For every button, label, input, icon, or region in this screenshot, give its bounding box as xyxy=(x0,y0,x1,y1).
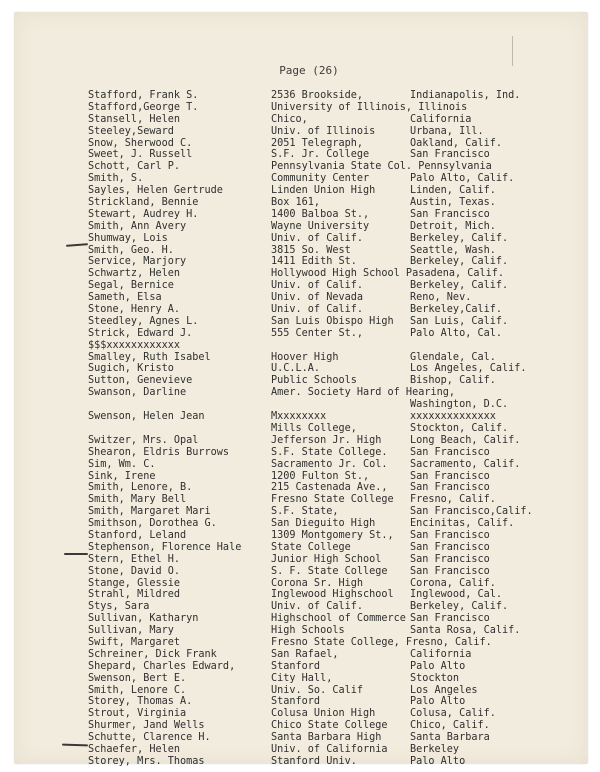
entry-city: Colusa, Calif. xyxy=(410,708,496,720)
entry-address: Inglewood Highschool xyxy=(271,589,394,601)
list-item xyxy=(0,578,600,590)
list-item xyxy=(0,233,600,245)
entry-address: Fresno State College, Fresno, Calif. xyxy=(271,636,492,648)
list-item xyxy=(0,530,600,542)
list-item xyxy=(0,708,600,720)
entry-name: $$$xxxxxxxxxxxx xyxy=(88,339,181,351)
entry-name: Sullivan, Katharyn xyxy=(88,613,199,625)
entry-name: Stange, Glessie xyxy=(88,577,181,589)
entry-name: Smithson, Dorothea G. xyxy=(88,518,217,530)
entry-address: 1309 Montgomery St., xyxy=(271,529,394,541)
entry-city: Austin, Texas. xyxy=(410,197,496,209)
entry-address: City Hall, xyxy=(271,672,333,684)
entry-city: Stockton, Calif. xyxy=(410,422,509,434)
entry-address: Highschool of Commerce xyxy=(271,613,406,625)
entry-address: Corona Sr. High xyxy=(271,577,364,589)
entry-address: 2051 Telegraph, xyxy=(271,137,364,149)
list-item xyxy=(0,399,600,411)
entry-city: Reno, Nev. xyxy=(410,292,472,304)
entry-address: Univ. of California xyxy=(271,743,388,755)
entry-address: 2536 Brookside, xyxy=(271,90,364,101)
entry-name: Swenson, Bert E. xyxy=(88,672,187,684)
page-number: Page (26) xyxy=(279,64,339,77)
entry-name: Schreiner, Dick Frank xyxy=(88,648,217,660)
entry-city: Palo Alto, Calif. xyxy=(410,173,515,185)
entry-name: Sugich, Kristo xyxy=(88,363,174,375)
list-item xyxy=(0,411,600,423)
entry-address: 3815 So. West xyxy=(271,244,351,256)
list-item xyxy=(0,589,600,601)
entry-address: Jefferson Jr. High xyxy=(271,434,382,446)
entry-city: Berkeley, Calif. xyxy=(410,601,509,613)
entry-address: Colusa Union High xyxy=(271,708,376,720)
entry-city: Long Beach, Calif. xyxy=(410,434,521,446)
list-item xyxy=(0,268,600,280)
entry-name: Strick, Edward J. xyxy=(88,327,193,339)
entry-name: Stephenson, Florence Hale xyxy=(88,541,242,553)
entry-city: San Luis, Calif. xyxy=(410,315,509,327)
entry-city: San Francisco xyxy=(410,208,490,220)
entry-city: Bishop, Calif. xyxy=(410,375,496,387)
entry-name: Strickland, Bennie xyxy=(88,197,199,209)
list-item xyxy=(0,138,600,150)
entry-address: Box 161, xyxy=(271,197,321,209)
entry-name: Stafford,George T. xyxy=(88,101,199,113)
list-item xyxy=(0,601,600,613)
entry-name: Schwartz, Helen xyxy=(88,268,181,280)
list-item xyxy=(0,340,600,352)
list-item xyxy=(0,245,600,257)
list-item xyxy=(0,328,600,340)
list-item xyxy=(0,102,600,114)
entry-name: Shearon, Eldris Burrows xyxy=(88,446,230,458)
entry-name: Shurmer, Jand Wells xyxy=(88,720,205,732)
entry-name: Sayles, Helen Gertrude xyxy=(88,185,223,197)
entry-city: Palo Alto, Cal. xyxy=(410,327,503,339)
entry-name: Swift, Margaret xyxy=(88,636,181,648)
entry-address: Univ. of Calif. xyxy=(271,601,364,613)
entry-name: Strout, Virginia xyxy=(88,708,187,720)
entry-address: Junior High School xyxy=(271,553,382,565)
entry-name: Stone, David O. xyxy=(88,565,181,577)
entry-address: Public Schools xyxy=(271,375,357,387)
entry-name: Smalley, Ruth Isabel xyxy=(88,351,211,363)
list-item xyxy=(0,114,600,126)
entry-address: San Luis Obispo High xyxy=(271,315,394,327)
entry-city: San Francisco xyxy=(410,482,490,494)
entry-name: Schaefer, Helen xyxy=(88,743,181,755)
entry-name: Sameth, Elsa xyxy=(88,292,162,304)
entry-name: Smith, Lenore C. xyxy=(88,684,187,696)
entry-city: Glendale, Cal. xyxy=(410,351,496,363)
pen-mark-stone-david xyxy=(64,553,88,555)
entry-address: S.F. Jr. College xyxy=(271,149,370,161)
entry-address: Sacramento Jr. Col. xyxy=(271,458,388,470)
entry-address: Hollywood High School Pasadena, Calif. xyxy=(271,268,505,280)
entry-name: Shepard, Charles Edward, xyxy=(88,660,236,672)
list-item xyxy=(0,554,600,566)
entry-address: 215 Castenada Ave., xyxy=(271,482,388,494)
entry-address: Univ. of Nevada xyxy=(271,292,364,304)
entry-name: Stern, Ethel H. xyxy=(88,553,181,565)
entry-city: San Francisco xyxy=(410,446,490,458)
entry-city: Santa Rosa, Calif. xyxy=(410,625,521,637)
list-item xyxy=(0,435,600,447)
entry-name: Sink, Irene xyxy=(88,470,156,482)
entry-name: Schott, Carl P. xyxy=(88,161,181,173)
entry-name: Smith, S. xyxy=(88,173,144,185)
entry-name: Steeley,Seward xyxy=(88,125,174,137)
entry-address: Chico, xyxy=(271,113,308,125)
entry-address: Amer. Society Hard of Hearing, xyxy=(271,387,456,399)
entry-address: U.C.L.A. xyxy=(271,363,321,375)
list-item xyxy=(0,542,600,554)
entry-city: Oakland, Calif. xyxy=(410,137,503,149)
entry-address: Mxxxxxxxx xyxy=(271,411,327,423)
entry-address: Wayne University xyxy=(271,220,370,232)
entry-name: Sim, Wm. C. xyxy=(88,458,156,470)
entry-city: xxxxxxxxxxxxxx xyxy=(410,411,496,423)
entry-city: California xyxy=(410,113,472,125)
entry-city: Los Angeles, Calif. xyxy=(410,363,527,375)
entry-address: Stanford xyxy=(271,696,321,708)
entry-city: Stockton xyxy=(410,672,460,684)
entry-name: Stone, Henry A. xyxy=(88,304,181,316)
entry-city: Palo Alto xyxy=(410,755,466,767)
entry-address: State College xyxy=(271,541,351,553)
entry-city: Inglewood, Cal. xyxy=(410,589,503,601)
entry-city: Palo Alto xyxy=(410,660,466,672)
entry-address: High Schools xyxy=(271,625,345,637)
entry-city: Berkeley,Calif. xyxy=(410,304,503,316)
list-item xyxy=(0,280,600,292)
entry-address: 1411 Edith St. xyxy=(271,256,357,268)
list-item xyxy=(0,649,600,661)
list-item xyxy=(0,482,600,494)
entry-name: Smith, Mary Bell xyxy=(88,494,187,506)
entry-name: Storey, Mrs. Thomas xyxy=(88,755,205,767)
entry-city: Indianapolis, Ind. xyxy=(410,90,521,101)
entry-address: Santa Barbara High xyxy=(271,732,382,744)
list-item xyxy=(0,173,600,185)
list-item xyxy=(0,209,600,221)
paper-crease xyxy=(512,36,513,66)
list-item xyxy=(0,673,600,685)
list-item xyxy=(0,566,600,578)
list-item xyxy=(0,447,600,459)
entry-city: California xyxy=(410,648,472,660)
entry-name: Snow, Sherwood C. xyxy=(88,137,193,149)
entry-city: San Francisco xyxy=(410,613,490,625)
list-item xyxy=(0,471,600,483)
entry-name: Stewart, Audrey H. xyxy=(88,208,199,220)
entry-city: Corona, Calif. xyxy=(410,577,496,589)
entry-city: San Francisco xyxy=(410,470,490,482)
entry-address: S. F. State College xyxy=(271,565,388,577)
list-item xyxy=(0,161,600,173)
entry-address: San Rafael, xyxy=(271,648,339,660)
list-item xyxy=(0,387,600,399)
entry-address: Stanford Univ. xyxy=(271,755,357,767)
entry-name: Switzer, Mrs. Opal xyxy=(88,434,199,446)
entry-name: Smith, Margaret Mari xyxy=(88,506,211,518)
list-item xyxy=(0,506,600,518)
list-item xyxy=(0,637,600,649)
list-item xyxy=(0,518,600,530)
entry-address: Stanford xyxy=(271,660,321,672)
entry-name: Service, Marjory xyxy=(88,256,187,268)
entry-address: Univ. of Calif. xyxy=(271,232,364,244)
list-item xyxy=(0,423,600,435)
entry-address: 555 Center St., xyxy=(271,327,364,339)
list-item xyxy=(0,90,600,102)
entry-address: Chico State College xyxy=(271,720,388,732)
list-item xyxy=(0,459,600,471)
entry-address: Univ. of Calif. xyxy=(271,280,364,292)
entry-name: Swenson, Helen Jean xyxy=(88,411,205,423)
entry-city: Santa Barbara xyxy=(410,732,490,744)
list-item xyxy=(0,661,600,673)
entry-city: Berkeley, Calif. xyxy=(410,280,509,292)
entry-city: San Francisco xyxy=(410,529,490,541)
entry-city: San Francisco xyxy=(410,149,490,161)
list-item xyxy=(0,185,600,197)
entry-address: Univ. of Illinois xyxy=(271,125,376,137)
list-item xyxy=(0,744,600,756)
entry-name: Smith, Geo. H. xyxy=(88,244,174,256)
entry-address: Linden Union High xyxy=(271,185,376,197)
entry-address: Mills College, xyxy=(271,422,357,434)
list-item xyxy=(0,304,600,316)
entry-address: San Dieguito High xyxy=(271,518,376,530)
entry-address: Univ. So. Calif xyxy=(271,684,364,696)
list-item xyxy=(0,316,600,328)
list-item xyxy=(0,126,600,138)
entry-city: Fresno, Calif. xyxy=(410,494,496,506)
list-item xyxy=(0,685,600,697)
entry-name: Sullivan, Mary xyxy=(88,625,174,637)
entry-city: Linden, Calif. xyxy=(410,185,496,197)
entry-city: San Francisco xyxy=(410,565,490,577)
entry-city: Berkeley xyxy=(410,743,460,755)
entry-city: Encinitas, Calif. xyxy=(410,518,515,530)
entry-address: 1400 Balboa St., xyxy=(271,208,370,220)
entry-city: Sacramento, Calif. xyxy=(410,458,521,470)
entry-name: Stafford, Frank S. xyxy=(88,90,199,101)
entry-city: San Francisco xyxy=(410,553,490,565)
entry-address: Fresno State College xyxy=(271,494,394,506)
list-item xyxy=(0,494,600,506)
entry-name: Shumway, Lois xyxy=(88,232,168,244)
entry-city: San Francisco,Calif. xyxy=(410,506,533,518)
list-item xyxy=(0,221,600,233)
list-item xyxy=(0,197,600,209)
list-item xyxy=(0,696,600,708)
entry-city: Los Angeles xyxy=(410,684,478,696)
list-item xyxy=(0,352,600,364)
entry-name: Smith, Ann Avery xyxy=(88,220,187,232)
entry-city: Urbana, Ill. xyxy=(410,125,484,137)
entry-name: Storey, Thomas A. xyxy=(88,696,193,708)
entry-name: Strahl, Mildred xyxy=(88,589,181,601)
list-item xyxy=(0,625,600,637)
entry-address: University of Illinois, Illinois xyxy=(271,101,468,113)
entry-city: Washington, D.C. xyxy=(410,399,509,411)
entry-name: Stys, Sara xyxy=(88,601,150,613)
list-item xyxy=(0,720,600,732)
entry-city: Berkeley, Calif. xyxy=(410,256,509,268)
list-item xyxy=(0,732,600,744)
list-item xyxy=(0,613,600,625)
entry-city: Detroit, Mich. xyxy=(410,220,496,232)
list-item xyxy=(0,149,600,161)
entry-name: Steedley, Agnes L. xyxy=(88,315,199,327)
entry-address: S.F. State College. xyxy=(271,446,388,458)
entry-name: Sweet, J. Russell xyxy=(88,149,193,161)
entry-city: Chico, Calif. xyxy=(410,720,490,732)
entry-city: Palo Alto xyxy=(410,696,466,708)
list-item xyxy=(0,363,600,375)
entry-city: Berkeley, Calif. xyxy=(410,232,509,244)
entry-address: S.F. State, xyxy=(271,506,339,518)
name-directory-list xyxy=(0,90,600,768)
list-item xyxy=(0,256,600,268)
list-item xyxy=(0,292,600,304)
entry-address: Hoover High xyxy=(271,351,339,363)
entry-address: Pennsylvania State Col. Pennsylvania xyxy=(271,161,492,173)
entry-name: Segal, Bernice xyxy=(88,280,174,292)
entry-city: San Francisco xyxy=(410,541,490,553)
entry-address: Community Center xyxy=(271,173,370,185)
entry-name: Sutton, Genevieve xyxy=(88,375,193,387)
entry-city: Seattle, Wash. xyxy=(410,244,496,256)
entry-address: Univ. of Calif. xyxy=(271,304,364,316)
entry-name: Smith, Lenore, B. xyxy=(88,482,193,494)
entry-name: Stansell, Helen xyxy=(88,113,181,125)
entry-name: Swanson, Darline xyxy=(88,387,187,399)
list-item xyxy=(0,375,600,387)
entry-name: Stanford, Leland xyxy=(88,529,187,541)
entry-address: 1200 Fulton St., xyxy=(271,470,370,482)
list-item xyxy=(0,756,600,768)
entry-name: Schutte, Clarence H. xyxy=(88,732,211,744)
